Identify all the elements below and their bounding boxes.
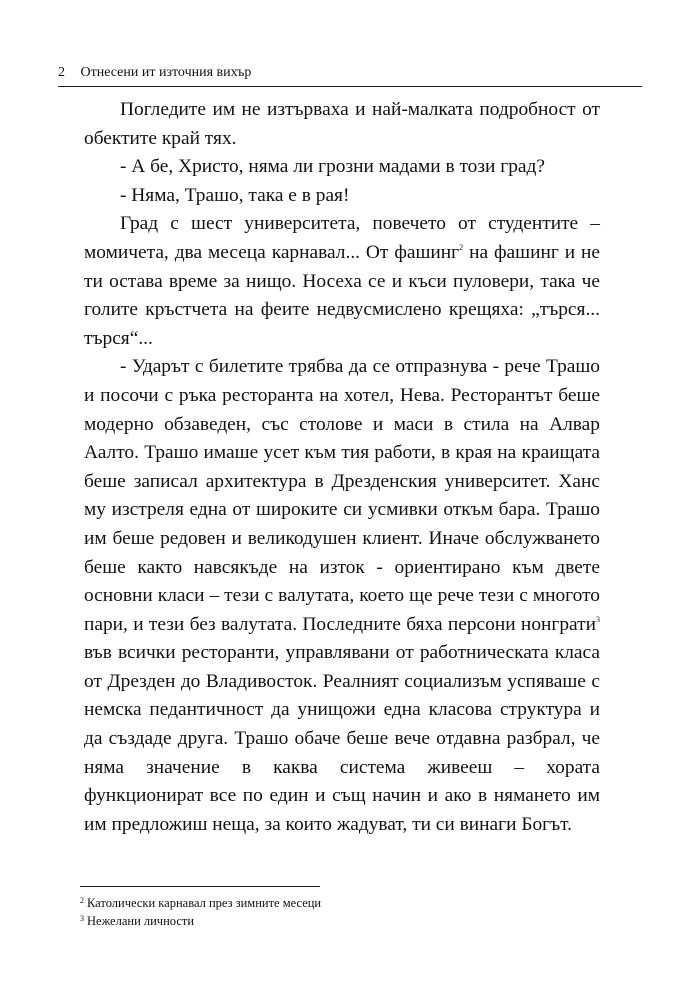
footnote (80, 912, 600, 930)
paragraph (84, 353, 600, 839)
paragraph: - А бе, Христо, няма ли грозни мадами в този град? (120, 156, 545, 178)
paragraph-text: във всички ресторанти, управлявани от работническата класа от Дрезден до Владивосток. Реалният социализъм успяваше с немска педантичност да унищожи една класова структура и да създаде друга. Трашо обаче беше вече отдавна разбрал, че няма значение в каква система живееш – хората функционират все по един и същ начин и ако в нямането им им предложиш неща, за които жадуват, ти си винаги Богът. (84, 642, 600, 835)
footnote-divider (80, 886, 320, 887)
footnote-mark: 2 (80, 896, 84, 905)
footnote-text: Католически карнавал през зимните месеци (87, 896, 322, 910)
body-text (84, 96, 600, 839)
paragraph (84, 210, 600, 353)
running-title: Отнесени ит източния вихър (80, 65, 252, 80)
running-header (58, 64, 642, 82)
footnote-ref: 2 (459, 242, 464, 252)
footnote-text: Нежелани личности (87, 914, 195, 928)
footnote (80, 894, 600, 912)
paragraph-text: на фашинг и не ти остава време за нищо. Носеха се и къси пуловери, така че голите кръстчета на феите недвусмислено крещяха: „търся... търся“... (84, 241, 600, 349)
page-number: 2 (58, 65, 65, 80)
paragraph-text: - Ударът с билетите трябва да се отпразнува - рече Трашо и посочи с ръка ресторанта на хотел, Нева. Ресторантът беше модерно обзаведен, със столове и маси в стила на Алвар Аалто. Трашо имаше усет към тия работи, в края на краищата беше записал архитектура в Дрезденския университет. Ханс му изстреля една от широките си усмивки откъм бара. Трашо им беше редовен и великодушен клиент. Иначе обслужването беше както навсякъде на изток - ориентирано към двете основни класи – тези с валутата, което ще рече тези с многото пари, и тези без валутата. Последните бяха персони нонграти (84, 356, 600, 635)
paragraph: - Няма, Трашо, така е в рая! (120, 184, 350, 206)
footnote-ref: 3 (596, 614, 600, 624)
footnotes (80, 894, 600, 930)
paragraph-text: Град с шест университета, повечето от студентите – момичета, два месеца карнавал... От фашинг (84, 213, 600, 263)
paragraph: Погледите им не изтърваха и най-малката подробност от обектите край тях. (84, 99, 600, 149)
footnote-mark: 3 (80, 914, 84, 923)
header-divider (58, 86, 642, 87)
